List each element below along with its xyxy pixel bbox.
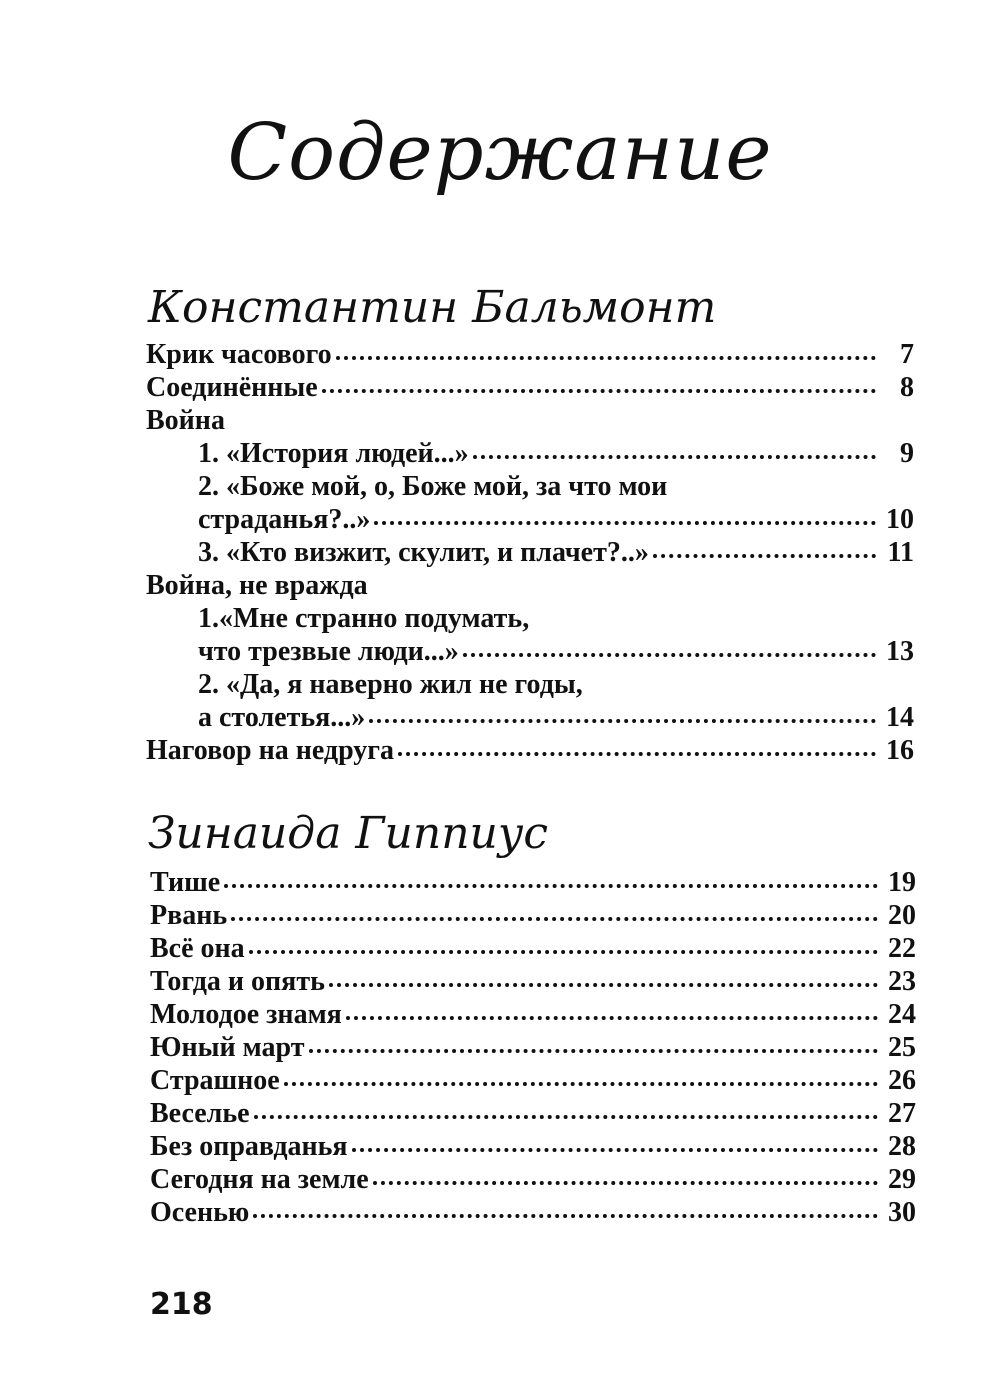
toc-entry-title: Юный март <box>150 1032 305 1063</box>
toc-entry-title: Война <box>146 405 225 436</box>
toc-entry <box>146 668 914 701</box>
dot-leader <box>284 1082 878 1086</box>
toc-entry-page: 7 <box>900 339 914 370</box>
toc-entry-page: 19 <box>888 867 916 898</box>
dot-leader <box>253 1214 878 1218</box>
page-title: Содержание <box>227 108 773 198</box>
dot-leader <box>231 917 878 921</box>
toc-entry <box>146 734 914 767</box>
dot-leader <box>329 983 878 987</box>
author-heading-gippius: Зинаида Гиппиус <box>148 808 549 859</box>
toc-entry-page: 30 <box>888 1197 916 1228</box>
toc-entry <box>150 1097 916 1130</box>
toc-entry-page: 20 <box>888 900 916 931</box>
dot-leader <box>374 521 876 525</box>
toc-entry <box>146 338 914 371</box>
toc-entry-page: 22 <box>888 933 916 964</box>
toc-entry-title: что трезвые люди...» <box>198 636 459 667</box>
dot-leader <box>346 1016 878 1020</box>
toc-entry-page: 25 <box>888 1032 916 1063</box>
toc-entry-page: 14 <box>886 702 914 733</box>
toc-entry-title: Война, не вражда <box>146 570 368 601</box>
toc-entry-page: 13 <box>886 636 914 667</box>
dot-leader <box>653 554 876 558</box>
toc-entry-page: 27 <box>888 1098 916 1129</box>
dot-leader <box>398 752 876 756</box>
toc-entry <box>150 1196 916 1229</box>
toc-entry <box>146 701 914 734</box>
toc-entry-page: 8 <box>900 372 914 403</box>
toc-entry <box>146 404 914 437</box>
dot-leader <box>322 389 876 393</box>
toc-entry <box>146 371 914 404</box>
toc-entry <box>150 1130 916 1163</box>
toc-section-gippius <box>150 866 916 1229</box>
toc-entry-title: Наговор на недруга <box>146 735 395 766</box>
toc-entry <box>146 635 914 668</box>
toc-entry-title: страданья?..» <box>198 504 371 535</box>
toc-entry <box>150 1064 916 1097</box>
toc-entry-title: а столетья...» <box>198 702 366 733</box>
dot-leader <box>249 950 878 954</box>
toc-entry-page: 24 <box>888 999 916 1030</box>
toc-entry-title: 2. «Да, я наверно жил не годы, <box>198 669 583 700</box>
dot-leader <box>254 1115 878 1119</box>
toc-entry-page: 9 <box>900 438 914 469</box>
toc-entry <box>146 503 914 536</box>
dot-leader <box>369 719 876 723</box>
dot-leader <box>224 884 878 888</box>
toc-entry <box>150 932 916 965</box>
toc-entry-title: Молодое знамя <box>150 999 342 1030</box>
toc-entry-title: Без оправданья <box>150 1131 348 1162</box>
dot-leader <box>473 455 876 459</box>
toc-entry-title: Сегодня на земле <box>150 1164 369 1195</box>
toc-entry <box>146 437 914 470</box>
toc-entry-title: 2. «Боже мой, о, Боже мой, за что мои <box>198 471 668 502</box>
toc-entry-page: 26 <box>888 1065 916 1096</box>
toc-entry-page: 29 <box>888 1164 916 1195</box>
toc-entry <box>150 866 916 899</box>
toc-entry-title: Тише <box>150 867 221 898</box>
dot-leader <box>352 1148 878 1152</box>
toc-entry-title: 3. «Кто визжит, скулит, и плачет?..» <box>198 537 649 568</box>
toc-entry <box>150 1031 916 1064</box>
dot-leader <box>309 1049 879 1053</box>
toc-entry <box>146 536 914 569</box>
toc-entry-title: Осенью <box>150 1197 250 1228</box>
toc-section-balmont <box>146 338 914 767</box>
toc-entry <box>150 998 916 1031</box>
toc-entry-title: Соединённые <box>146 372 318 403</box>
toc-entry <box>146 602 914 635</box>
toc-entry-title: Веселье <box>150 1098 250 1129</box>
toc-entry-page: 28 <box>888 1131 916 1162</box>
dot-leader <box>373 1181 878 1185</box>
toc-entry <box>150 899 916 932</box>
toc-entry <box>150 965 916 998</box>
toc-entry-title: 1.«Мне странно подумать, <box>198 603 530 634</box>
toc-entry-title: Тогда и опять <box>150 966 325 997</box>
toc-entry-page: 16 <box>886 735 914 766</box>
dot-leader <box>336 356 876 360</box>
toc-entry-title: Рвань <box>150 900 228 931</box>
toc-entry <box>146 569 914 602</box>
dot-leader <box>463 653 876 657</box>
author-heading-balmont: Константин Бальмонт <box>148 282 717 333</box>
toc-entry-page: 11 <box>887 537 914 568</box>
toc-entry-title: Страшное <box>150 1065 280 1096</box>
page-number: 218 <box>150 1287 213 1322</box>
toc-entry-title: 1. «История людей...» <box>198 438 469 469</box>
toc-entry-title: Всё она <box>150 933 245 964</box>
toc-entry <box>150 1163 916 1196</box>
toc-entry-page: 23 <box>888 966 916 997</box>
toc-entry-title: Крик часового <box>146 339 332 370</box>
toc-entry <box>146 470 914 503</box>
toc-entry-page: 10 <box>886 504 914 535</box>
